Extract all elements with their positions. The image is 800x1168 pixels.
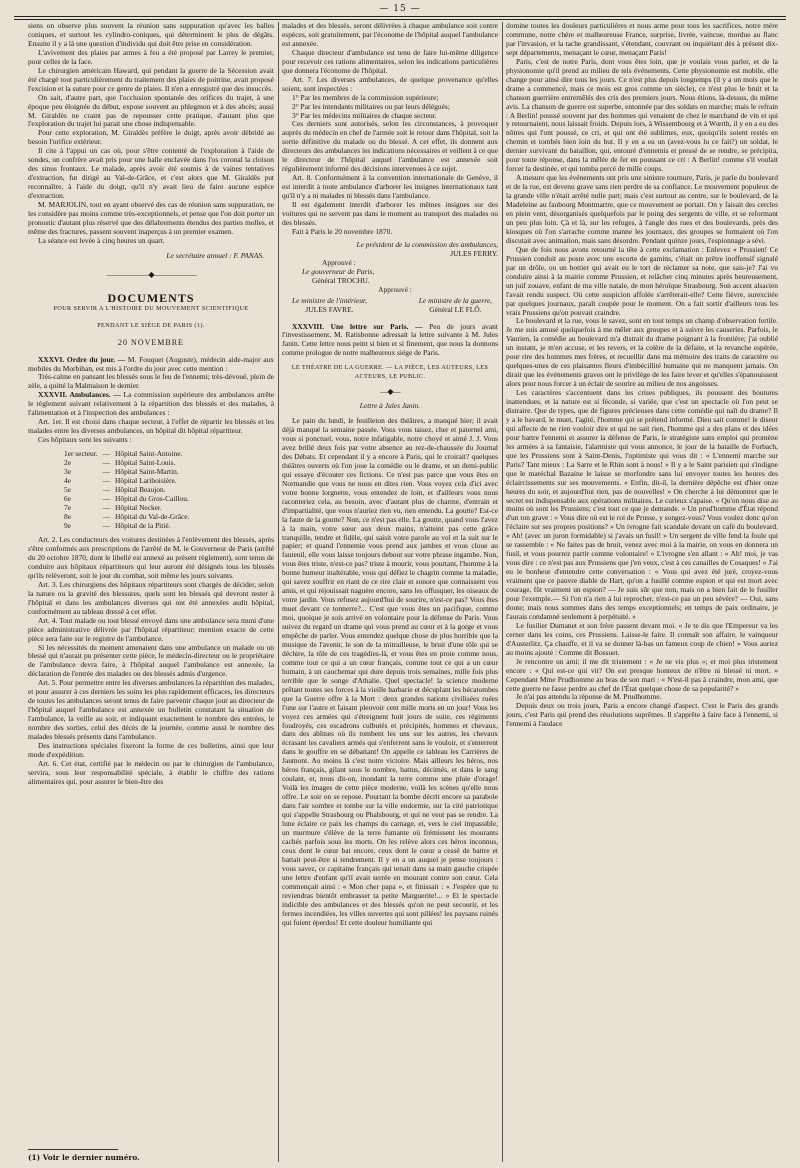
hospital-name: Hôpital Saint-Louis.	[115, 458, 176, 468]
hospital-list	[64, 449, 194, 530]
hospital-dash: —	[102, 458, 111, 468]
paragraph: Que de fois nous avons retourné la tête à cette exclamation : Enlevez « Prussien! Ce Prussien conduit au poste avec une escorte de gamins, c'était un prêtre inoffensif signalé par un drôle, ou un bottier qui avait eu le tort de réclamer sa note, que sais-je? J'ai vu conduire ainsi à la mairie comme Prussien, et relâcher cinq minutes après heureusement, un juif zouave, enfant de ma ville natale, de mon héroïque Strasbourg. Son accent alsacien l'avait rendu suspect. Où cette suspicion affolée s'arrêterait-elle? Cette fièvre, surexcitée par quelques journaux, paraît coupée pour le moment. On a fait sortir d'ailleurs tous les vrais Prussiens qu'on pouvait craindre.	[506, 244, 778, 317]
hospital-name: Hôpital du Val-de-Grâce.	[115, 512, 190, 522]
paragraph: Les caractères s'accentuent dans les crises publiques, ils poussent des boutures inattendues, et la nature est si féconde, si variée, que c'est un spectacle où l'on peut se distraire. Que de types, que de figures précieuses dans cette comédie qui naît du drame? Il y a le bavard, le muet, l'agité, l'homme qui se prétend informé. Dieu sait comme! le diseur qui affecte de ne rien vouloir dire et qui ne sait rien, l'homme qui a des plans et des idées pour battre l'ennemi et assurer la défense de Paris, le stratégiste sans emploi qui promène les armées à sa fantaisie, l'alarmiste qui vous annonce, le jour de la bataille de Forbach, que les Prussiens sont à Saint-Denis, l'optimiste qui vous dit : « L'ennemi marche sur Paris? Tant mieux : La Sarre et le Rhin sont à nous! » Il y a le Saint parisien qui s'indigne que le maréchal Bazaine le laisse se morfondre sans lui envoyer toutes les heures des éclaircissements sur ses mouvements. « Enfin, dit-il, la dernière dépêche est d'hier onze heures du soir, et aujourd'hui rien, pas de nouvelles! » On cherche à lui démontrer que le secret est indispensable aux opérations militaires. Le curieux s'apaise. « Qu'on nous dise au moins où sont les Prussiens; c'est tout ce que je demande. » Un prud'homme d'État répond d'un ton grave : « Vous dire où est le roi de Prusse, y songez-vous? Vous voulez donc qu'on l'éclaire sur ses propres positions? » Un ivrogne fait scandale devant un café du boulevard. « Ah! (avec un juron formidable) si j'avais un fusil! » Un sergent de ville fend la foule qui se rassemble : « Ne faites pas de bruit, venez avec moi à la mairie, on vous en donnera un fusil, et vous pourrez partir comme volontaire! » L'ivrogne s'en allant : « Ah! moi, je vas vous dire : ce n'est pas aux Prussiens que j'en veux, c'est à ces canailles de Cosaques! » J'ai eu le bonheur d'entendre cette conversation : « Vous qui avez été juré, croyez-vous vraiment que ce pauvre diable de Hart, qu'on a fusillé comme espion et qui est mort avec courage, fût vraiment un espion? — Je suis sûr que non, mais on a bien fait de le fusiller pour l'exemple.— Si l'on n'a rien à lui reprocher, n'est-ce pas un peu sévère? — Oui, sans doute; mais nous sommes dans des temps exceptionnels; en temps de paix ordinaire, je l'aurais condamné seulement à perpétuité. »	[506, 388, 778, 621]
paragraph: A mesure que les événements ont pris une sinistre tournure, Paris, je parle du boulevard et de la rue, est devenu grave sans rien perdre de sa confiance. Le mouvement populeux de la grande ville n'était arrêté nulle part; mais c'est surtout au centre, sur le boulevard, de la Madeleine au faubourg Montmartre, que ce mouvement se portait. On y faisait des cercles en plein vent, désorganisés quelquefois par le poing des sergents de ville, et se reformant un peu plus loin. Çà et là, sur les refuges, à l'angle des rues et des boulevards, près des kiosques où l'on s'arrache comme manne les journaux, des groupes se formaient où l'on discutait avec animation, mais sans désordre. Pendant quinze jours, l'espionnage a sévi.	[506, 173, 778, 245]
paragraph: Pour cette exploration, M. Giraldès préfère le doigt, après avoir débridé au besoin l'orifice extérieur.	[28, 128, 274, 147]
hospital-sector: 1er secteur.	[64, 449, 98, 459]
hospital-row	[64, 503, 194, 512]
paragraph: Art. 1er. Il est choisi dans chaque secteur, à l'effet de répartir les blessés et les malades entre les diverses ambulances, un hôpital dit hôpital répartiteur.	[28, 417, 274, 436]
hospital-row	[64, 467, 194, 476]
paragraph: Le fusilier Dumanet et son frère passent devant moi. « Je te dis que l'Empereur va les cerner dans les coins, ces Prussiens. Laisse-le faire. Il connaît son affaire, le vainqueur d'Austerlitz. Ça chauffe, et il va se donner là-bas un fameux coup de chien! » Vous auriez au moins ajouté : Comme dit Bossuet.	[506, 620, 778, 657]
hospital-sector: 2e	[64, 458, 71, 468]
hospital-dash: —	[102, 494, 111, 504]
president-name: JULES FERRY.	[450, 248, 498, 258]
paragraph: malades et des blessés, seront délivrées à chaque ambulance soit contre espèces, soit gratuitement, par l'économe de l'hôpital auquel l'ambulance est annexée.	[282, 22, 498, 48]
approval-label-2: Approuvé :	[378, 284, 412, 294]
hospital-dash: —	[102, 512, 111, 522]
hospital-sector: 3e	[64, 467, 71, 477]
paragraph: siens on observe plus souvent la réunion sans suppuration qu'avec les balles coniques, et surtout les cylindro-coniques, qui déterminent le plus de dégâts. Ensuite il y a là une question d'individu qui doit être prise en considération.	[28, 22, 274, 48]
hospital-sector: 5e	[64, 485, 71, 495]
letter-title: Lettre à Jules Janin.	[359, 401, 421, 411]
paragraph: Il est également interdit d'arborer les mêmes insignes sur des voitures qui ne servent pas dans le moment au transport des malades ou des blessés.	[282, 200, 498, 227]
governor-name: Général TROCHU.	[312, 275, 370, 285]
hospital-row	[64, 449, 194, 458]
paragraph: Il cite à l'appui un cas où, pour s'être contenté de l'exploration à l'aide de sondes, un confrère avait pris pour une balle enclavée dans l'os coronal la cloison des sinus frontaux. Le malade, après avoir été soumis à de vaines tentatives d'extraction, fut dirigé au Val-de-Grâce, et c'est alors que M. Giraldès put reconnaître, à l'aide du doigt, qu'il n'y avait lieu de faire aucune espèce d'extraction.	[28, 146, 274, 201]
paragraph: Paris, c'est de notre Paris, dont vous êtes loin, que je voulais vous parler, et de la physionomie qu'il prend au milieu de tels événements. Cette physionomie est mobile, elle change pour ainsi dire tous les jours. Ce n'est plus depuis longtemps (il y a un mois que le drame a commencé, mais ce mois est gros comme un siècle), ce n'est plus le bruit et la chanson guerrière entremêlés des cris des premiers jours. Nous étions, là-dessus, du même avis. La chanson de guerre est superbe, entonnée par des soldats en marche; mais le refrain : A Berlin! poussé souvent par des hommes qui venaient de chez le marchand de vin et qui y retournaient, nous laissait froids. Depuis lors, à Wissembourg et à Wœrth, il y en a eu des nôtres qui l'ont poussé, ce cri, et qui ont été sublimes, eux, quoiqu'ils soient restés en chemin et tombés bien loin du but. Il y en a eu un (avez-vous lu ce fait?) un soldat, le dernier survivant du bataillon, qui, entouré d'ennemis et pressé de se rendre, se précipita, pour toute réponse, dans la mêlée de fer en poussant ce cri : A Berlin! comme s'il voulait forcer la destinée, et qui tomba percé de mille coups.	[506, 56, 778, 174]
hospital-row	[64, 512, 194, 521]
minister-interior-title: Le ministre de l'intérieur,	[292, 295, 367, 305]
paragraph: La séance est levée à cinq heures un quart.	[38, 235, 165, 245]
hospital-sector: 9e	[64, 521, 71, 531]
paragraph: Je n'ai pas attendu la réponse de M. Prudhomme.	[516, 692, 662, 702]
header-rule-thin	[14, 19, 786, 20]
paragraph: Si les nécessités du moment amenaient dans une ambulance un malade ou un blessé qui n'aurait pu présenter cette pièce, le médecin-directeur ou le propriétaire de l'ambulance devra faire, à l'hôpital auquel l'ambulance est annexée, la déclaration de l'entrée des malades ou des blessés admis d'urgence.	[28, 642, 274, 679]
column-middle	[282, 22, 498, 1162]
hospital-name: Hôpital Beaujon.	[115, 485, 166, 495]
paragraph: Chaque directeur d'ambulance est tenu de faire lui-même diligence pour recevoir ces rations alimentaires, selon les indications particulières que donnera l'économe de l'hôpital.	[282, 47, 498, 75]
paragraph: Depuis deux ou trois jours, Paris a encore changé d'aspect. C'est le Paris des grands jours, c'est Paris qui prend des résolutions suprêmes. Il s'apprête à faire face à l'ennemi, si l'ennemi à l'audace	[506, 701, 778, 729]
section-title: DOCUMENTS	[107, 290, 195, 305]
hospital-sector: 6e	[64, 494, 71, 504]
hospital-dash: —	[102, 521, 111, 531]
secretary-signature: Le secrétaire annuel : F. PANAS.	[166, 250, 264, 260]
article-heading: LE THÉATRE DE LA GUERRE. — LA PIÈCE, LES AUTEURS, LES ACTEURS, LE PUBLIC.	[291, 364, 489, 381]
hospital-name: Hôpital Necker.	[115, 503, 162, 513]
paragraph: Art. 5. Pour permettre entre les diverses ambulances la répartition des malades, et pour assurer à ces derniers les soins les plus rapidement efficaces, les directeurs de toutes les ambulances seront tenus de faire parvenir chaque jour au directeur de l'hôpital auquel l'ambulance est annexée un bulletin constatant la situation de l'ambulance, la veille au soir, et indiquant exactement le nombre des entrées, le nombre des sorties, celui des décès de la journée, comme aussi le nombre des malades blessés présents dans l'ambulance.	[28, 678, 274, 742]
paragraph: Ces hôpitaux sont les suivants :	[38, 435, 132, 445]
paragraph: XXXVII. Ambulances. — La commission supérieure des ambulances arrête le règlement suivant relativement à la répartition des blessés et des malades, à l'alimentation et à l'inspection des ambulances :	[28, 390, 274, 418]
list-item: 1° Par les membres de la commission supérieure;	[292, 92, 439, 102]
minister-war-name: Général LE FLÔ.	[429, 304, 482, 314]
section-subtitle: POUR SERVIR A L'HISTOIRE DU MOUVEMENT SCIENTIFIQUE	[53, 304, 249, 312]
hospital-name: Hôpital du Gros-Caillou.	[115, 494, 189, 504]
header-rule	[14, 16, 786, 17]
list-item: 2° Par les intendants militaires ou par leurs délégués;	[292, 101, 450, 111]
paragraph: Art. 2. Les conducteurs des voitures destinées à l'enlèvement des blessés, après s'être conformés aux prescriptions de l'arrêté de M. le Gouverneur de Paris (arrêté du 20 octobre 1870, dont le libellé est annexé au présent règlement), sont tenus de conduire aux hôpitaux répartiteurs qui leur auront été désignés tous les blessés qu'ils relèveront, soit le jour du combat, soit même les jours suivants.	[28, 535, 274, 580]
paragraph: L'avivement des plaies par armes à feu a été proposé par Larrey le premier, pour celles de la face.	[28, 47, 274, 66]
date-heading: 20 NOVEMBRE	[118, 337, 184, 347]
column-divider	[502, 22, 503, 1162]
paragraph: Je rencontre un ami; il me dit tristement : « Je ne vis plus »; et moi plus tristement encore : « Qui est-ce qui vit? On est presque honteux de n'être ni blessé ni mort. » Cependant Mme Prudhomme au bras de son mari : « N'est-il pas à craindre, mon ami, que cette guerre ne fasse perdre au chef de l'État quelque chose de sa popularité? »	[506, 656, 778, 693]
footnote-rule	[28, 1149, 118, 1150]
hospital-dash: —	[102, 503, 111, 513]
hospital-row	[64, 458, 194, 467]
paragraph: XXXVIII. Une lettre sur Paris. — Peu de jours avant l'investissement, M. Ratisbonne adressait la lettre suivante à M. Jules Janin. Cette lettre nous peint si bien et si finement, que nous la donnons comme prologue de notre malheureux siége de Paris.	[282, 321, 498, 358]
paragraph: Art. 6. Cet état, certifié par le médecin ou par le chirurgien de l'ambulance, servira, sous leur responsabilité spéciale, à établir le chiffre des rations alimentaires qui, pour assurer le bien-être des	[28, 758, 274, 786]
minister-war-title: Le ministre de la guerre,	[418, 295, 492, 305]
paragraph: Le pain du lundi, le feuilleton des théâtres, a manqué hier; il avait déjà manqué la semaine passée. Vous vous taisez, cher et paternel ami, vous si ponctuel, vous, notre infatigable, notre choyé et aimé J. J. Vous avez brillé deux fois par votre absence au rez-de-chaussée du Journal des Débats. Et cependant il y a encore à Paris, qui le croirait? quelques théâtres ouverts où l'on joue la comédie ou le drame, et un demi-public qui essaye d'écouter ces fictions. Ce n'est pas parce que vous êtes en Normandie que vous ne nous en dites rien. Vous voyez cela d'ici avec votre bonne lorgnette, vous entendez de loin, et d'ailleurs vous nous raconteriez cela, au besoin, avec d'autant plus de charme, d'entrain et d'impartialité, que vous n'auriez rien vu, rien entendu. La goutte? Est-ce la faute de la goutte? Non, ce n'est pas elle. La goutte, quand vous l'avez à la main, votre sœur aux deux mains, n'atteint pas cette grâce tranquille, tendre et fidèle, qui saisit votre parole au vol et la suit sur le papier; et quand l'ennemie vous prend aux jambes et vous cloue au fauteuil, elle vous laisse toujours debout sur votre phrase ingambe. Non, vous êtes triste, n'est-ce pas? triste à mourir, vous pourtant, l'homme à la bonne humeur inaltérable, vous qui défiez le chagrin comme la maladie, qui savez souffrir en riant de ce rire clair et sonore que connaissent vos amis, et qui réjouissait naguère encore, sans les offusquer, les oiseaux de votre jardin. Vous refusez aujourd'hui de sourire, n'est-ce pas? Vous êtes muet devant ce tonnerre?... C'est que vous êtes un pacifique, comme moi, quoique je sois arrivé en volontaire pour la défense de Paris. Vous suivez du regard un drame qui vous prend au cœur et à la gorge et vous empêche de parler. Vous entendez quelque chose de plus horrible que la musique de l'avenir, le son de la mitrailleuse, le bruit d'une tôle qui se déchire, la tôle de ces tragédies-là, et vous êtes en proie comme nous, comme tout ce qui a un cœur français, comme tout ce qui a un cœur humain, à un cauchemar qui dure depuis trois semaines, mille fois plus terrible que le songe d'Athalie. Quel spectacle! la science moderne prêtant toutes ses forces à la vieille barbarie et décuplant les hécatombes que la Guerre offre à la Mort : deux grandes nations civilisées ruées l'une sur l'autre et faisant pleuvoir cent mille morts en un jour! Vous les voyez ces armées qui s'étreignent huit jours de suite, ces régiments foudroyés, ces escadrons culbutés et précipités, hommes et chevaux, dans des abîmes où ils tombent les uns sur les autres, les chevaux écrasant les cavaliers armés qui s'enferrent sans le vouloir, et s'enterrent dans le gouffre en se débattant! On appelle ce tableau les Carrières de Jaumont. Au moins là c'est notre victoire. Mais ailleurs les héros, nos héros français, gilant sous le nombre, battus, décimés, et dans le sang coulant, et, nous dit-on, inondant la terre comme une pluie d'orage! Voilà les images de cette pièce moderne, voilà les scènes qu'elle nous offre. Le soir on se repose. Pourtant la bombe décrit encore sa parabole dans l'air sombre et tombe sur la ville endormie, sur la cité patriotique qui s'appelle Strasbourg ou Phalsbourg, et qui ne veut pas se rendre. La lune éclaire ce paix les champs du carnage, et, vers le ciel impassible, un murmure s'élève de la terre fumante où frémissent les mourants cachés parfois sous les morts. On les relève alors ces héros inconnus, ceux dont le cœur bat encore, ceux dont le cœur a cessé de battre et battait peut-être si tendrement. Il y en a un auquel je pense toujours : vous savez, ce capitaine français qui tenait dans sa main gauche crispée une lettre d'enfant qu'il avait serrée en mourant contre son cœur. Cela commençait ainsi : « Mon cher papa », et finissait : « J'espère que tu reviendras bientôt embrasser ta petite Marguerite!... » Et le spectacle indicible des ambulances et des blessés qu'on ne peut secourir, et les fermes incendiées, les villes ouvertes qui sont pillées! les paysans ruinés qui fuient éperdus! Et cette douleur humiliante qui	[282, 416, 498, 927]
paragraph: Fait à Paris le 20 novembre 1870.	[292, 226, 393, 236]
footnote: (1) Voir le dernier numéro.	[28, 1153, 140, 1162]
president-title: Le président de la commission des ambulances,	[356, 239, 498, 249]
entry-heading: XXXVIII. Une lettre sur Paris. —	[292, 321, 423, 331]
column-right	[506, 22, 778, 1162]
paragraph: Le chirurgien américain Haward, qui pendant la guerre de la Sécession avait été chargé tout particulièrement du traitement des plaies de poitrine, avait proposé l'excision et la suture pour ce genre de plaies. Il n'en a enregistré que des insuccès.	[28, 65, 274, 93]
section-subtitle-2: PENDANT LE SIÉGE DE PARIS (1).	[97, 321, 205, 329]
paragraph: Très-calme en pansant les blessés sous le feu de l'ennemi; très-dévoué, plein de zèle, a quitté la Malmaison le dernier.	[28, 372, 274, 391]
paragraph: Art. 4. Tout malade ou tout blessé envoyé dans une ambulance sera muni d'une pièce administrative délivrée par l'hôpital répartiteur; mention exacte de cette pièce sera faite sur le registre de l'ambulance.	[28, 615, 274, 643]
entry-heading: XXXVII. Ambulances. —	[38, 390, 121, 400]
entry-heading: XXXVI. Ordre du jour. —	[38, 354, 126, 364]
signature-block	[292, 241, 498, 315]
paragraph: domine toutes les douleurs particulières et nous arme pour tous les sacrifices, notre mère commune, notre chère et malheureuse France, surprise, livrée, vaincue, mordue au flanc par l'invasion, et la tache grandissant, s'étendant, couvrant ou inquiétant dès à présent dix-sept départements, menaçant le cœur, menaçant Paris!	[506, 22, 778, 57]
paragraph: On sait, d'autre part, que l'occlusion spontanée des orifices du trajet, à une époque peu éloignée du début, expose souvent au phlegmon et à des abcès; aussi M. Giraldès ne craint pas de repousser cette pratique, d'autant plus que l'exploration du trajet lui parait une chose indispensable.	[28, 92, 274, 129]
paragraph: Des instructions spéciales fixeront la forme de ces bulletins, ainsi que leur mode d'expédition.	[28, 741, 274, 759]
governor-title: Le gouverneur de Paris,	[302, 266, 375, 276]
hospital-row	[64, 476, 194, 485]
hospital-dash: —	[102, 476, 111, 486]
hospital-dash: —	[102, 485, 111, 495]
paragraph: XXXVI. Ordre du jour. — M. Fouquet (Auguste), médecin aide-major aux mobiles du Morbihan, est mis à l'ordre du jour avec cette mention :	[28, 354, 274, 373]
hospital-row	[64, 521, 194, 530]
page-number: — 15 —	[379, 4, 421, 14]
hospital-sector: 4e	[64, 476, 71, 486]
hospital-name: Hôpital Lariboisière.	[115, 476, 177, 486]
hospital-row	[64, 485, 194, 494]
hospital-sector: 7e	[64, 503, 71, 513]
minister-interior-name: JULES FAVRE.	[305, 304, 354, 314]
hospital-dash: —	[102, 449, 111, 459]
paragraph: Ces derniers sont autorisés, selon les circonstances, à provoquer auprès du médecin en chef de l'armée soit le retour dans l'hôpital, soit la sortie définitive du malade ou du blessé. A cet effet, ils donnent aux directeurs des ambulances les indications nécessaires et veillent à ce que le directeur de l'hôpital auquel l'ambulance est annexée soit régulièrement informé des décisions intervenues à ce sujet.	[282, 119, 498, 174]
hospital-name: Hôpital Saint-Martin.	[115, 467, 179, 477]
column-left	[28, 22, 274, 1162]
list-item: 3° Par les médecins militaires de chaque secteur.	[292, 110, 437, 120]
paragraph: Art. 7. Les diverses ambulances, de quelque provenance qu'elles soient, sont inspectées :	[282, 74, 498, 93]
ornament-divider: ——————◆——————	[106, 269, 196, 279]
approval-label: Approuvé :	[322, 257, 356, 267]
paragraph: Art. 8. Conformément à la convention internationale de Genève, il est interdit à toute ambulance d'arborer les insignes internationaux tant qu'il n'y a ni malades ni blessés dans l'ambulance.	[282, 173, 498, 201]
hospital-name: Hôpital Saint-Antoine.	[115, 449, 183, 459]
paragraph: Art. 3. Les chirurgiens des hôpitaux répartiteurs sont chargés de décider, selon la nature ou la gravité des blessures, quels sont les blessés qui devront rester à l'hôpital et dans les ambulances diverses qui ont été annexées audit hôpital, conformément au tableau dressé à cet effet.	[28, 579, 274, 616]
hospital-sector: 8e	[64, 512, 71, 522]
hospital-dash: —	[102, 467, 111, 477]
hospital-name: Hôpital de la Pitié.	[115, 521, 171, 531]
ornament-divider: —◆—	[380, 387, 400, 397]
paragraph: Le boulevard et la rue, vous le savez, sont en tout temps un champ d'observation fertile. Je me suis amusé quelquefois à me mêler aux groupes et à suivre les causeries. Parfois, le Vaurien, la comédie au boulevard m'a distrait du drame poignant à la frontière; j'ai oublié un instant, je m'en accuse, et les revers, et la colère de la défaite, et la revanche espérée, pour rire des hommes mes frères, et recueillir dans ma mémoire des traits de caractère ou quelques-unes de ces plaisantes fleurs d'imbécillité humaine qui ne manquent jamais. On dirait que les événements graves ont le privilège de les faire lever et qu'elles s'épanouissent alors pour nous forcer à un éclair de sourire au milieu de nos angoisses.	[506, 316, 778, 389]
column-divider	[278, 22, 279, 1162]
hospital-row	[64, 494, 194, 503]
minister-signatures	[292, 297, 498, 315]
paragraph: M. MARJOLIN, tout en ayant observé des cas de réunion sans suppuration, ne les considère pas moins comme très-exceptionnels, et pense que l'on doit porter un pronostic d'autant plus réservé que des délabrements étendus des parties molles, et même des fractures, passent souvent inaperçus à un premier examen.	[28, 200, 274, 236]
